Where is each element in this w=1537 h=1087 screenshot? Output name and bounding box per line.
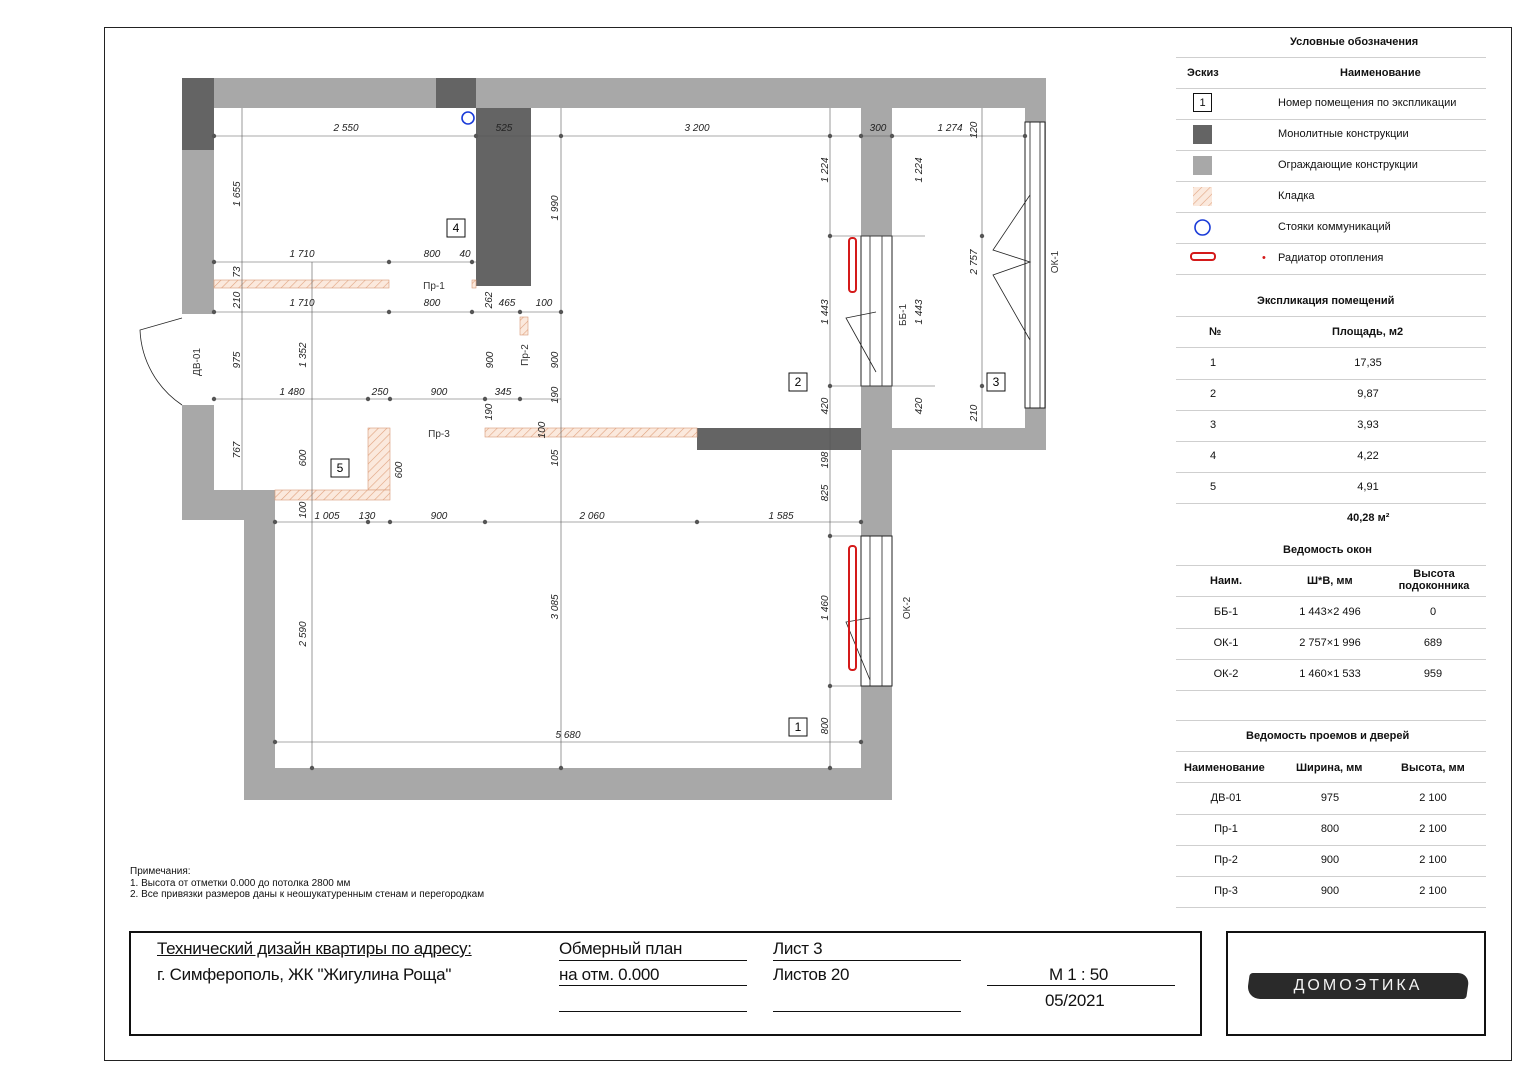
- dimension-label: 262: [484, 291, 495, 309]
- drawing-title-2: на отм. 0.000: [559, 965, 660, 984]
- masonry-partition-3: [368, 428, 390, 490]
- monolith-top: [436, 78, 476, 108]
- window-row-sill: 0: [1429, 606, 1437, 618]
- window-row-sill: 689: [1423, 637, 1443, 649]
- opening-label: Пр-2: [520, 344, 531, 366]
- dimension-label: 100: [298, 501, 309, 519]
- explication-row-no: 1: [1209, 357, 1217, 369]
- explication-row-no: 5: [1209, 481, 1217, 493]
- drawing-title-1: Обмерный план: [559, 939, 683, 958]
- dimension-label: 800: [423, 249, 441, 260]
- door-row-width: 800: [1320, 823, 1340, 835]
- window-row-size: 2 757×1 996: [1299, 637, 1361, 649]
- notes: [130, 866, 484, 901]
- opening-label: ДВ-01: [192, 348, 203, 376]
- door-row-name: Пр-2: [1214, 854, 1238, 866]
- dimension-label: 1 710: [289, 249, 315, 260]
- dimension-label: 1 480: [279, 387, 305, 398]
- dimension-label: 3 200: [684, 123, 710, 134]
- explication-row-no: 3: [1209, 419, 1217, 431]
- door-row-name: Пр-1: [1214, 823, 1238, 835]
- legend-item-enclosure: Ограждающие конструкции: [1278, 159, 1418, 171]
- legend-item-masonry: Кладка: [1278, 190, 1315, 202]
- dimension-label: 345: [494, 387, 512, 398]
- explication-row-area: 4,22: [1357, 450, 1379, 462]
- dimension-label: 1 585: [768, 511, 794, 522]
- dimension-label: 2 550: [333, 123, 359, 134]
- dimension-label: 210: [232, 291, 243, 309]
- dimension-label: 250: [371, 387, 389, 398]
- sheets-total: Листов 20: [773, 965, 850, 984]
- sheet-number: Лист 3: [773, 939, 823, 958]
- door-row-height: 2 100: [1419, 792, 1447, 804]
- dimension-label: 600: [394, 461, 405, 479]
- title-block: [129, 931, 1202, 1036]
- room-number: 5: [336, 461, 344, 475]
- scale: М 1 : 50: [1049, 965, 1109, 984]
- monolith-column: [476, 108, 531, 286]
- dimension-label: 465: [498, 298, 516, 309]
- dimension-label: 600: [298, 449, 309, 467]
- dimension-label: 198: [820, 451, 831, 469]
- window-row-name: ОК-1: [1213, 637, 1239, 649]
- dimension-label: 1 710: [289, 298, 315, 309]
- dimension-label: 1 005: [314, 511, 340, 522]
- dimension-label: 190: [550, 386, 561, 404]
- window-row-size: 1 460×1 533: [1299, 668, 1361, 680]
- legend-item-radiator: Радиатор отопления: [1278, 252, 1384, 264]
- dimension-label: 800: [423, 298, 441, 309]
- dimension-label: 1 655: [232, 181, 243, 207]
- legend-col-sketch: Эскиз: [1187, 67, 1219, 79]
- room-number: 2: [794, 375, 802, 389]
- masonry-partition-1: [214, 280, 389, 288]
- dimension-label: 190: [484, 403, 495, 421]
- window-row-sill: 959: [1423, 668, 1443, 680]
- notes-line-1: 1. Высота от отметки 0.000 до потолка 2800 мм: [130, 877, 351, 889]
- legend-item-room-number: Номер помещения по экспликации: [1278, 97, 1457, 109]
- wall-top: [182, 78, 1046, 108]
- windows-col-name: Наим.: [1210, 575, 1243, 587]
- explication-row-no: 2: [1209, 388, 1217, 400]
- dimension-label: 2 757: [969, 249, 980, 275]
- opening-label: ББ-1: [898, 303, 909, 327]
- wall-loggia-bottom: [861, 428, 1046, 450]
- window-bb1: [861, 236, 892, 386]
- dimension-label: 130: [358, 511, 376, 522]
- dimension-label: 105: [550, 449, 561, 467]
- explication-row-area: 4,91: [1357, 481, 1379, 493]
- explication-row-area: 9,87: [1357, 388, 1379, 400]
- windows-col-sill: Высота подоконника: [1398, 568, 1470, 592]
- doors-title: Ведомость проемов и дверей: [1246, 730, 1410, 742]
- door-row-height: 2 100: [1419, 823, 1447, 835]
- wall-left-bottom: [244, 490, 275, 800]
- door-row-name: ДВ-01: [1210, 792, 1242, 804]
- dimension-label: 2 060: [579, 511, 605, 522]
- dimension-label: 900: [550, 351, 561, 369]
- dimension-label: 300: [869, 123, 887, 134]
- door-row-width: 975: [1320, 792, 1340, 804]
- legend-room-number-symbol: 1: [1193, 93, 1212, 112]
- enclosure-swatch: [1193, 156, 1212, 175]
- window-row-size: 1 443×2 496: [1299, 606, 1361, 618]
- legend-item-riser: Стояки коммуникаций: [1278, 221, 1391, 233]
- radiator-dot-icon: •: [1262, 252, 1266, 264]
- doors-col-height: Высота, мм: [1401, 762, 1465, 774]
- explication-col-no: №: [1209, 326, 1222, 338]
- monolith-wall-segment: [697, 428, 861, 450]
- dimension-label: 900: [430, 387, 448, 398]
- opening-label: ОК-2: [902, 596, 913, 620]
- dimension-label: 3 085: [550, 594, 561, 620]
- radiator-1: [849, 238, 856, 292]
- dimension-label: 1 443: [820, 299, 831, 325]
- dimension-label: 767: [232, 441, 243, 459]
- window-ok1: [1025, 122, 1045, 408]
- project-line-2: г. Симферополь, ЖК "Жигулина Роща": [157, 965, 452, 984]
- door-row-width: 900: [1320, 885, 1340, 897]
- dimension-label: 900: [485, 351, 496, 369]
- windows-col-size: Ш*В, мм: [1307, 575, 1353, 587]
- explication-row-area: 3,93: [1357, 419, 1379, 431]
- explication-col-area: Площадь, м2: [1332, 326, 1404, 338]
- explication-total: 40,28 м²: [1347, 512, 1390, 524]
- dimension-label: 975: [232, 351, 243, 369]
- radiator-icon: [1190, 251, 1216, 263]
- dimension-label: 900: [430, 511, 448, 522]
- dimension-label: 2 590: [298, 621, 309, 647]
- dimension-label: 5 680: [555, 730, 581, 741]
- doors-col-name: Наименование: [1184, 762, 1265, 774]
- door-row-name: Пр-3: [1214, 885, 1238, 897]
- legend-col-name: Наименование: [1340, 67, 1421, 79]
- dimension-label: 825: [820, 484, 831, 502]
- riser-circle: [462, 112, 474, 124]
- wall-mid-vertical-top: [861, 78, 892, 236]
- masonry-swatch: [1193, 187, 1212, 206]
- doors-col-width: Ширина, мм: [1296, 762, 1363, 774]
- dimension-label: 100: [537, 421, 548, 439]
- monolith-swatch: [1193, 125, 1212, 144]
- room-number: 1: [794, 720, 802, 734]
- window-ok2: [861, 536, 892, 686]
- window-row-name: ББ-1: [1213, 606, 1239, 618]
- legend-item-monolith: Монолитные конструкции: [1278, 128, 1409, 140]
- legend-title: Условные обозначения: [1290, 36, 1419, 48]
- date: 05/2021: [1045, 991, 1105, 1010]
- windows-title: Ведомость окон: [1283, 544, 1372, 556]
- dimension-label: 1 443: [914, 299, 925, 325]
- wall-right-bottom: [861, 686, 892, 800]
- masonry-partition-2: [485, 428, 697, 437]
- dimension-label: 525: [495, 123, 513, 134]
- monolith-corner: [182, 78, 214, 150]
- radiator-2: [849, 546, 856, 670]
- dimension-label: 800: [820, 717, 831, 735]
- dimension-label: 210: [969, 404, 980, 422]
- dimension-label: 73: [232, 266, 243, 278]
- dimension-label: 1 224: [820, 157, 831, 183]
- dimension-label: 1 460: [820, 595, 831, 621]
- project-line-1: Технический дизайн квартиры по адресу:: [157, 939, 472, 958]
- explication-title: Экспликация помещений: [1257, 295, 1395, 307]
- dimension-label: 1 274: [937, 123, 963, 134]
- logo-text: ДОМОЭТИКА: [1293, 977, 1423, 994]
- explication-row-area: 17,35: [1354, 357, 1382, 369]
- logo-block: [1226, 931, 1486, 1036]
- opening-label: Пр-1: [423, 281, 445, 292]
- window-row-name: ОК-2: [1213, 668, 1239, 680]
- dimension-label: 100: [535, 298, 553, 309]
- door-row-width: 900: [1320, 854, 1340, 866]
- notes-title: Примечания:: [130, 866, 191, 877]
- wall-bottom: [244, 768, 892, 800]
- wall-mid-vertical-mid: [861, 386, 892, 536]
- dimension-label: 420: [820, 397, 831, 415]
- door-row-height: 2 100: [1419, 854, 1447, 866]
- door-row-height: 2 100: [1419, 885, 1447, 897]
- room-number: 4: [452, 221, 460, 235]
- notes-line-2: 2. Все привязки размеров даны к неошукатуренным стенам и перегородкам: [130, 889, 485, 900]
- dimension-label: 40: [459, 249, 471, 260]
- dimension-label: 1 352: [298, 342, 309, 368]
- opening-label: ОК-1: [1050, 250, 1061, 274]
- riser-icon: [1193, 218, 1212, 237]
- explication-row-no: 4: [1209, 450, 1217, 462]
- dimension-label: 120: [969, 121, 980, 139]
- room-number: 3: [992, 375, 1000, 389]
- dimension-label: 1 990: [550, 195, 561, 221]
- opening-label: Пр-3: [428, 429, 450, 440]
- dimension-label: 1 224: [914, 157, 925, 183]
- dimension-label: 420: [914, 397, 925, 415]
